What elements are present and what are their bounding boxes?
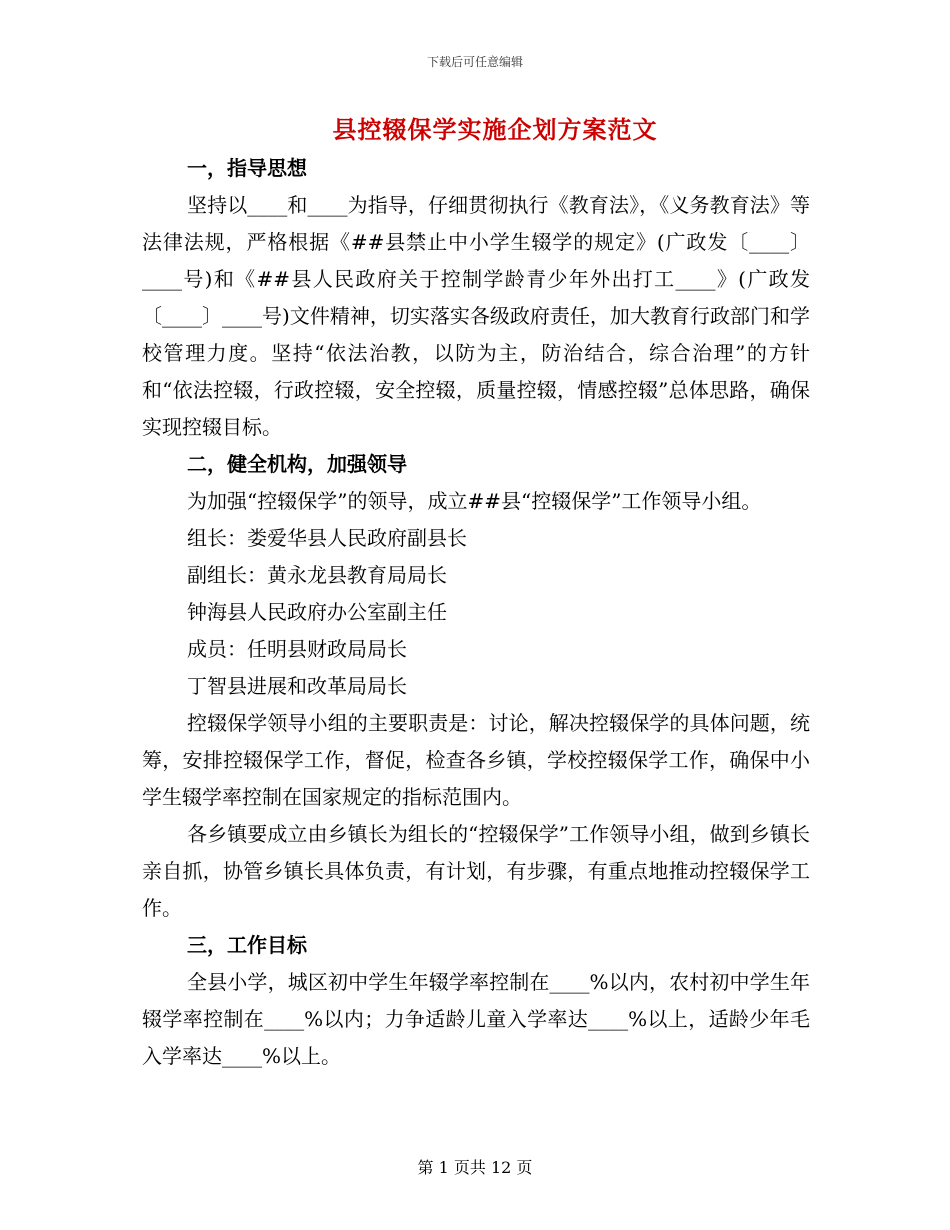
member-line-member-2: 丁智县进展和改革局局长 bbox=[187, 674, 407, 698]
member-line-deputy-leader: 副组长：黄永龙县教育局局长 bbox=[187, 563, 447, 587]
member-line-deputy-2: 钟海县人民政府办公室副主任 bbox=[187, 600, 447, 624]
section-guiding-ideology bbox=[142, 150, 810, 446]
document-body bbox=[142, 150, 810, 1075]
paragraph: 坚持以____和____为指导，仔细贯彻执行《教育法》，《义务教育法》等法律法规，严格根据《##县禁止中小学生辍学的规定》(广政发〔____〕____号)和《##县人民政府关于控制学龄青少年外出打工____》(广政发〔____〕____号)文件精神，切实落实各级政府责任，加大教育行政部门和学校管理力度。坚持“依法治教，以防为主，防治结合，综合治理”的方针和“依法控辍，行政控辍，安全控辍，质量控辍，情感控辍”总体思路，确保实现控辍目标。 bbox=[142, 193, 810, 439]
document-title: 县控辍保学实施企划方案范文 bbox=[332, 115, 658, 144]
section-heading: 一，指导思想 bbox=[187, 156, 307, 180]
paragraph: 控辍保学领导小组的主要职责是：讨论，解决控辍保学的具体问题，统筹，安排控辍保学工作，督促，检查各乡镇，学校控辍保学工作，确保中小学生辍学率控制在国家规定的指标范围内。 bbox=[142, 711, 810, 809]
section-work-goals bbox=[142, 927, 810, 1075]
paragraph: 全县小学，城区初中学生年辍学率控制在____%以内，农村初中学生年辍学率控制在____%以内；力争适龄儿童入学率达____%以上，适龄少年毛入学率达____%以上。 bbox=[142, 970, 810, 1068]
header-note: 下载后可任意编辑 bbox=[426, 55, 523, 69]
paragraph: 各乡镇要成立由乡镇长为组长的“控辍保学”工作领导小组，做到乡镇长亲自抓，协管乡镇长具体负责，有计划，有步骤，有重点地推动控辍保学工作。 bbox=[142, 822, 810, 920]
page-indicator: 第 1 页共 12 页 bbox=[417, 1158, 533, 1177]
section-heading: 二，健全机构，加强领导 bbox=[187, 452, 407, 476]
section-heading: 三，工作目标 bbox=[187, 933, 307, 957]
paragraph: 为加强“控辍保学”的领导，成立##县“控辍保学”工作领导小组。 bbox=[187, 489, 762, 513]
member-line-leader: 组长：娄爱华县人民政府副县长 bbox=[187, 526, 467, 550]
section-organization bbox=[142, 446, 810, 927]
member-line-member: 成员：任明县财政局局长 bbox=[187, 637, 407, 661]
